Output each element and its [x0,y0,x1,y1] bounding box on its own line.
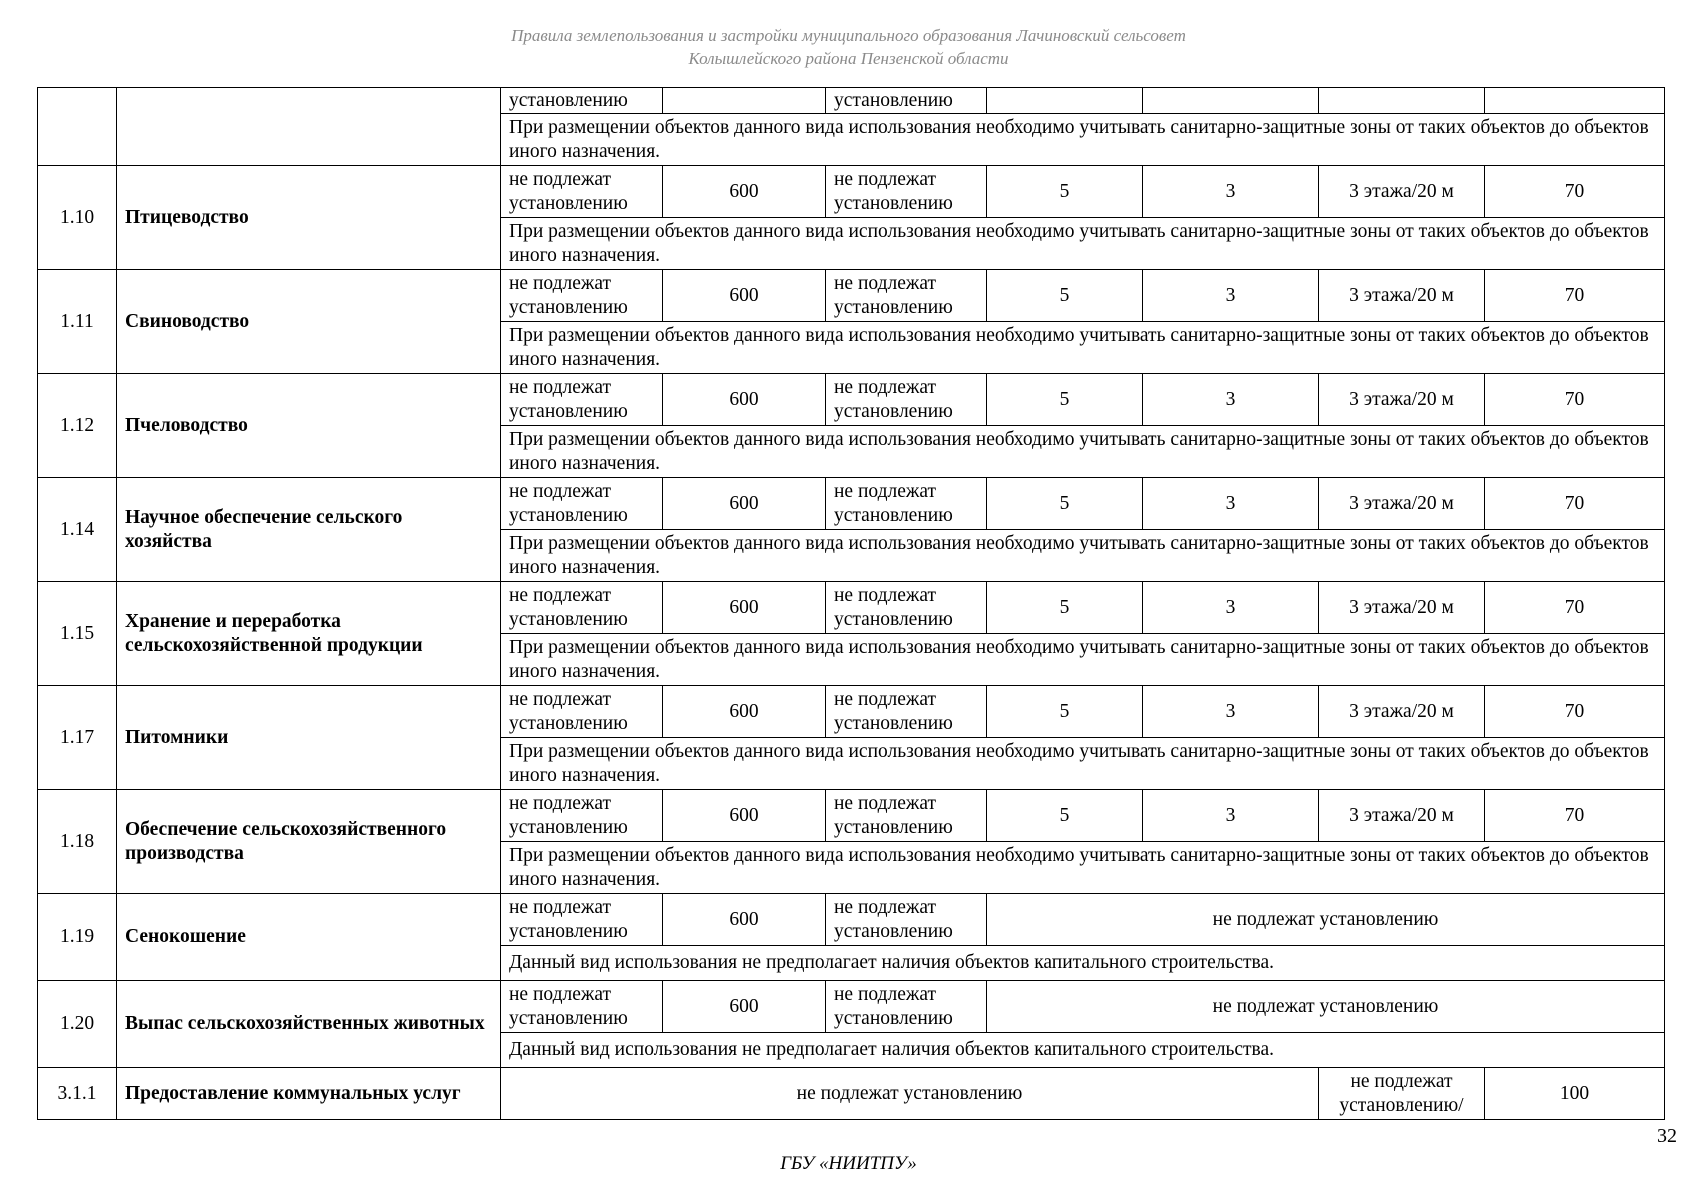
merged-cell: не подлежат установлению [501,1068,1319,1120]
table-row [38,88,1665,114]
cell-coverage [1485,88,1665,114]
cell-min-front: 5 [987,374,1143,426]
cell-max-area: 600 [663,374,826,426]
cell-min-front: 5 [987,686,1143,738]
row-number-cell: 1.14 [38,478,117,582]
note-cell: При размещении объектов данного вида использования необходимо учитывать санитарно-защитные зоны от таких объектов до объектов иного назначения. [501,842,1665,894]
note-cell: При размещении объектов данного вида использования необходимо учитывать санитарно-защитные зоны от таких объектов до объектов иного назначения. [501,114,1665,166]
table-row [38,166,1665,218]
cell-setback: не подлежат установлению [826,270,987,322]
cell-max-area [663,88,826,114]
cell-min-area: не подлежат установлению [501,270,663,322]
page-number: 32 [1657,1125,1677,1147]
table-row [38,478,1665,530]
cell-min-back: 3 [1143,374,1319,426]
note-cell: При размещении объектов данного вида использования необходимо учитывать санитарно-защитные зоны от таких объектов до объектов иного назначения. [501,634,1665,686]
merged-cell: не подлежат установлению [987,894,1665,946]
row-name-cell: Сенокошение [117,894,501,981]
row-name-cell: Выпас сельскохозяйственных животных [117,981,501,1068]
note-cell: При размещении объектов данного вида использования необходимо учитывать санитарно-защитные зоны от таких объектов до объектов иного назначения. [501,218,1665,270]
row-name-cell: Птицеводство [117,166,501,270]
cell-height: 3 этажа/20 м [1319,686,1485,738]
note-cell: Данный вид использования не предполагает наличия объектов капитального строительства. [501,946,1665,981]
cell-min-back [1143,88,1319,114]
note-cell: Данный вид использования не предполагает наличия объектов капитального строительства. [501,1033,1665,1068]
document-footer: ГБУ «НИИТПУ» [780,1153,917,1174]
cell-coverage: 70 [1485,686,1665,738]
cell-min-back: 3 [1143,686,1319,738]
cell-setback: не подлежат установлению [826,981,987,1033]
row-number-cell: 1.15 [38,582,117,686]
cell-height: 3 этажа/20 м [1319,166,1485,218]
note-cell: При размещении объектов данного вида использования необходимо учитывать санитарно-защитные зоны от таких объектов до объектов иного назначения. [501,426,1665,478]
cell-min-area: установлению [501,88,663,114]
row-name-cell: Питомники [117,686,501,790]
cell-min-front: 5 [987,582,1143,634]
cell-max-area: 600 [663,686,826,738]
cell-min-back: 3 [1143,478,1319,530]
cell-height: 3 этажа/20 м [1319,374,1485,426]
cell-min-front: 5 [987,166,1143,218]
cell-coverage: 100 [1485,1068,1665,1120]
row-name-cell: Обеспечение сельскохозяйственного производства [117,790,501,894]
table-row [38,270,1665,322]
row-number-cell: 1.12 [38,374,117,478]
cell-min-area: не подлежат установлению [501,686,663,738]
cell-min-area: не подлежат установлению [501,374,663,426]
cell-max-area: 600 [663,270,826,322]
cell-max-area: 600 [663,981,826,1033]
cell-max-area: 600 [663,894,826,946]
cell-min-front [987,88,1143,114]
row-name-cell: Свиноводство [117,270,501,374]
cell-setback: не подлежат установлению [826,582,987,634]
cell-min-front: 5 [987,478,1143,530]
cell-min-back: 3 [1143,166,1319,218]
cell-max-area: 600 [663,166,826,218]
table-row [38,790,1665,842]
cell-coverage: 70 [1485,166,1665,218]
row-name-cell: Пчеловодство [117,374,501,478]
cell-setback: установлению [826,88,987,114]
row-name-cell: Научное обеспечение сельского хозяйства [117,478,501,582]
note-cell: При размещении объектов данного вида использования необходимо учитывать санитарно-защитные зоны от таких объектов до объектов иного назначения. [501,322,1665,374]
cell-coverage: 70 [1485,270,1665,322]
cell-min-area: не подлежат установлению [501,166,663,218]
cell-coverage: 70 [1485,374,1665,426]
document-header [0,24,1697,70]
cell-height: 3 этажа/20 м [1319,270,1485,322]
cell-min-back: 3 [1143,790,1319,842]
cell-min-area: не подлежат установлению [501,582,663,634]
header-line-2: Колышлейского района Пензенской области [688,49,1009,68]
cell-setback: не подлежат установлению [826,686,987,738]
cell-min-area: не подлежат установлению [501,981,663,1033]
short-rows [38,894,1665,1068]
regulations-table [37,87,1665,1120]
row-number-cell: 1.11 [38,270,117,374]
table-row [38,686,1665,738]
cell-setback: не подлежат установлению [826,790,987,842]
row-name-cell: Хранение и переработка сельскохозяйственной продукции [117,582,501,686]
table-row [38,1068,1665,1120]
row-number-cell [38,88,117,166]
cell-min-area: не подлежат установлению [501,790,663,842]
cell-setback: не подлежат установлению [826,166,987,218]
table-row [38,981,1665,1033]
cell-max-area: 600 [663,582,826,634]
cell-height: 3 этажа/20 м [1319,478,1485,530]
row-number-cell: 1.10 [38,166,117,270]
cell-max-area: 600 [663,790,826,842]
row-number-cell: 1.20 [38,981,117,1068]
row-number-cell: 1.18 [38,790,117,894]
note-cell: При размещении объектов данного вида использования необходимо учитывать санитарно-защитные зоны от таких объектов до объектов иного назначения. [501,738,1665,790]
cell-setback: не подлежат установлению [826,478,987,530]
cell-setback: не подлежат установлению [826,894,987,946]
full-rows [38,166,1665,894]
cell-height: не подлежат установлению/ [1319,1068,1485,1120]
row-number-cell: 1.19 [38,894,117,981]
cell-max-area: 600 [663,478,826,530]
cell-height [1319,88,1485,114]
row-number-cell: 1.17 [38,686,117,790]
table-row [38,894,1665,946]
cell-coverage: 70 [1485,478,1665,530]
table-row [38,374,1665,426]
cell-min-back: 3 [1143,582,1319,634]
cell-min-back: 3 [1143,270,1319,322]
row-name-cell: Предоставление коммунальных услуг [117,1068,501,1120]
cell-setback: не подлежат установлению [826,374,987,426]
cell-min-front: 5 [987,790,1143,842]
cell-min-front: 5 [987,270,1143,322]
table-row [38,582,1665,634]
note-cell: При размещении объектов данного вида использования необходимо учитывать санитарно-защитные зоны от таких объектов до объектов иного назначения. [501,530,1665,582]
cell-coverage: 70 [1485,790,1665,842]
cell-height: 3 этажа/20 м [1319,582,1485,634]
merged-cell: не подлежат установлению [987,981,1665,1033]
header-line-1: Правила землепользования и застройки муниципального образования Лачиновский сельсовет [511,26,1186,45]
cell-min-area: не подлежат установлению [501,894,663,946]
cell-min-area: не подлежат установлению [501,478,663,530]
cell-coverage: 70 [1485,582,1665,634]
row-name-cell [117,88,501,166]
cell-height: 3 этажа/20 м [1319,790,1485,842]
row-number-cell: 3.1.1 [38,1068,117,1120]
